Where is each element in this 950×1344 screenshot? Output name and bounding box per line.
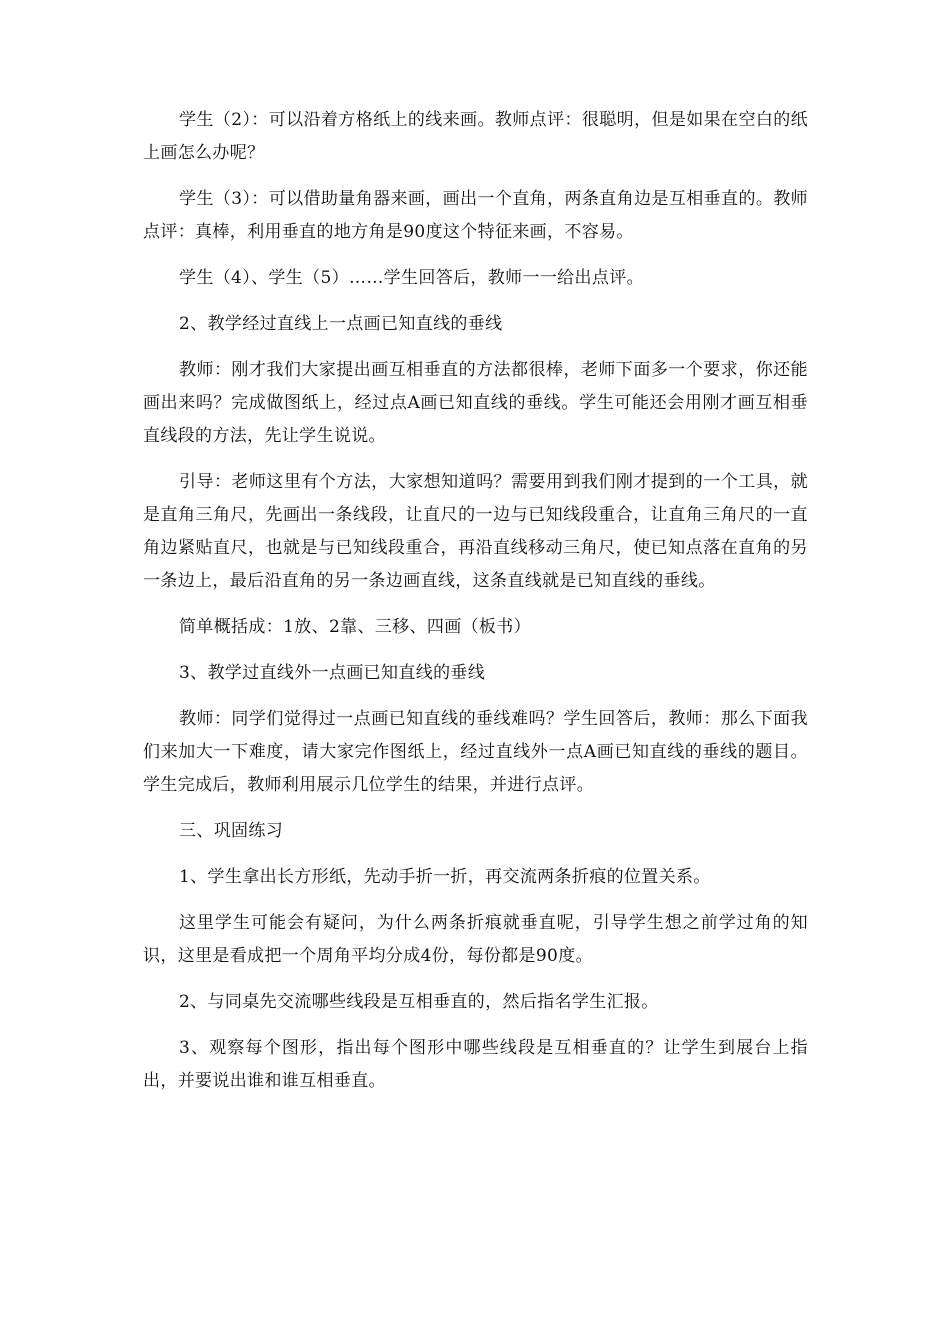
paragraph-practice-1-note: 这里学生可能会有疑问，为什么两条折痕就垂直呢，引导学生想之前学过角的知识，这里是看成把一个周角平均分成4份，每份都是90度。 [143, 913, 808, 966]
paragraph-teacher-requirement: 教师：刚才我们大家提出画互相垂直的方法都很棒，老师下面多一个要求，你还能画出来吗？完成做图纸上，经过点A画已知直线的垂线。学生可能还会用刚才画互相垂直线段的方法，先让学生说说。 [143, 360, 808, 446]
paragraph-guidance: 引导：老师这里有个方法，大家想知道吗？需要用到我们刚才提到的一个工具，就是直角三角尺，先画出一条线段，让直尺的一边与已知线段重合，让直角三角尺的一直角边紧贴直尺，也就是与已知线段重合，再沿直线移动三角尺，使已知点落在直角的另一条边上，最后沿直角的另一条边画直线，这条直线就是已知直线的垂线。 [143, 472, 808, 591]
paragraph-student-2: 学生（2）：可以沿着方格纸上的线来画。教师点评：很聪明，但是如果在空白的纸上画怎么办呢？ [143, 110, 808, 163]
paragraph-practice-3: 3、观察每个图形，指出每个图形中哪些线段是互相垂直的？让学生到展台上指出，并要说出谁和谁互相垂直。 [143, 1038, 808, 1091]
paragraph-student-4-5: 学生（4）、学生（5）……学生回答后，教师一一给出点评。 [179, 268, 644, 288]
section-heading-practice: 三、巩固练习 [179, 821, 284, 841]
paragraph-practice-1: 1、学生拿出长方形纸，先动手折一折，再交流两条折痕的位置关系。 [179, 867, 711, 887]
paragraph-summary: 简单概括成：1放、2靠、三移、四画（板书） [179, 617, 531, 637]
paragraph-student-3: 学生（3）：可以借助量角器来画，画出一个直角，两条直角边是互相垂直的。教师点评：真棒，利用垂直的地方角是90度这个特征来画，不容易。 [143, 189, 808, 242]
paragraph-teacher-difficulty: 教师：同学们觉得过一点画已知直线的垂线难吗？学生回答后，教师：那么下面我们来加大一下难度，请大家完作图纸上，经过直线外一点A画已知直线的垂线的题目。学生完成后，教师利用展示几位学生的结果，并进行点评。 [143, 709, 808, 795]
section-heading-2: 2、教学经过直线上一点画已知直线的垂线 [179, 314, 503, 334]
document-body [143, 104, 808, 1111]
section-heading-3: 3、教学过直线外一点画已知直线的垂线 [179, 663, 486, 683]
paragraph-practice-2: 2、与同桌先交流哪些线段是互相垂直的，然后指名学生汇报。 [179, 992, 659, 1012]
